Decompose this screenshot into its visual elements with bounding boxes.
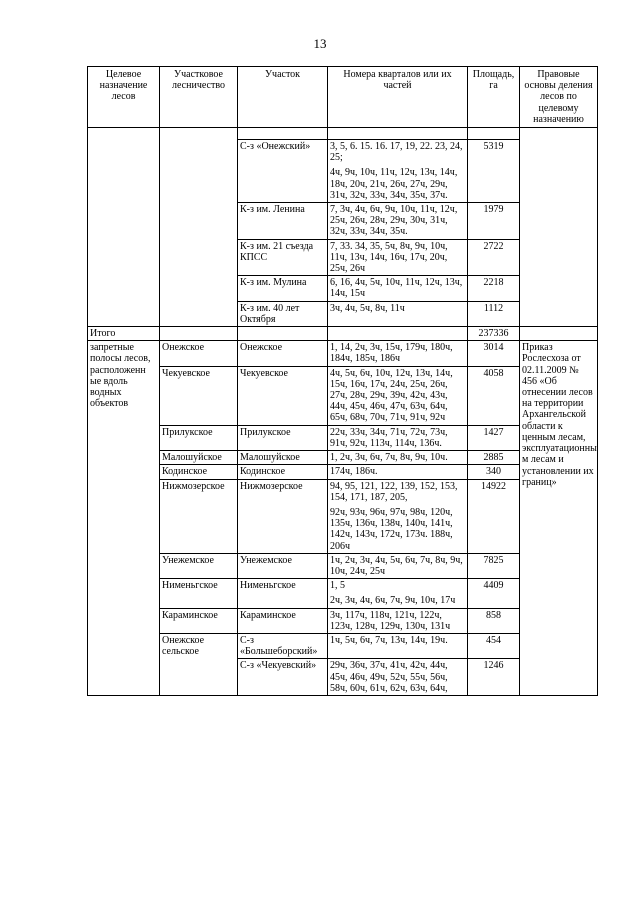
legal-cell-empty [520,128,598,327]
area-cell: 858 [468,608,520,633]
forestry-cell-empty [160,128,238,327]
total-row [88,327,598,341]
purpose-cell: запретные полосы лесов, расположенн ые вдоль водных объектов [88,341,160,696]
section-cell: К-з им. 40 лет Октября [238,301,328,326]
quarters-cell: 3ч, 117ч, 118ч, 121ч, 122ч, 123ч, 128ч, 129ч, 130ч, 131ч [328,608,468,633]
quarters-cell: 29ч, 36ч, 37ч, 41ч, 42ч, 44ч, 45ч, 46ч, 49ч, 52ч, 55ч, 56ч, 58ч, 60ч, 61ч, 62ч, 63ч, 64ч, [328,659,468,696]
section-cell: С-з «Чекуевский» [238,659,328,696]
forestry-cell: Нижмозерское [160,479,238,553]
quarters-cell: 1, 2ч, 3ч, 6ч, 7ч, 8ч, 9ч, 10ч. [328,451,468,465]
quarters-cell: 3ч, 4ч, 5ч, 8ч, 11ч [328,301,468,326]
area-cell: 2722 [468,239,520,276]
purpose-cell-empty [88,128,160,327]
forestry-cell: Прилукское [160,425,238,450]
forestry-cell: Чекуевское [160,366,238,425]
section-cell-empty [238,128,328,140]
area-cell-empty [468,128,520,140]
forestry-cell: Онежское [160,341,238,366]
quarters-cell: 174ч, 186ч. [328,465,468,479]
section-cell: Нименьгское [238,579,328,608]
quarters-cell: 3, 5, 6. 15. 16. 17, 19, 22. 23, 24, 25; 4ч, 9ч, 10ч, 11ч, 12ч, 13ч, 14ч, 18ч, 20ч, 21ч, 26ч, 27ч, 29ч, 31ч, 32ч, 33ч, 34ч, 35ч, 37ч. [328,140,468,203]
area-cell: 1979 [468,203,520,240]
total-label: Итого [88,327,160,341]
area-cell: 454 [468,633,520,658]
section-cell: Кодинское [238,465,328,479]
header-row [88,67,598,128]
area-cell: 7825 [468,553,520,578]
section-cell: К-з им. Мулина [238,276,328,301]
header-legal: Правовые основы деления лесов по целевому назначению [520,67,598,128]
forestry-cell: Нименьгское [160,579,238,608]
area-cell: 5319 [468,140,520,203]
quarters-cell: 1ч, 5ч, 6ч, 7ч, 13ч, 14ч, 19ч. [328,633,468,658]
quarters-cell: 1ч, 2ч, 3ч, 4ч, 5ч, 6ч, 7ч, 8ч, 9ч, 10ч, 24ч, 25ч [328,553,468,578]
area-cell: 2218 [468,276,520,301]
section-cell: Унежемское [238,553,328,578]
section-cell: К-з им. 21 съезда КПСС [238,239,328,276]
forestry-cell: Кодинское [160,465,238,479]
section-cell: Караминское [238,608,328,633]
section-cell: Чекуевское [238,366,328,425]
area-cell: 1112 [468,301,520,326]
header-purpose: Целевое назначение лесов [88,67,160,128]
quarters-cell: 7, 33. 34, 35, 5ч, 8ч, 9ч, 10ч, 11ч, 13ч, 14ч, 16ч, 17ч, 20ч, 25ч, 26ч [328,239,468,276]
section-cell: С-з «Большеборский» [238,633,328,658]
area-cell: 4058 [468,366,520,425]
section-cell: С-з «Онежский» [238,140,328,203]
area-cell: 3014 [468,341,520,366]
header-quarters: Номера кварталов или их частей [328,67,468,128]
area-cell: 340 [468,465,520,479]
page-number: 13 [313,36,327,51]
forestry-cell: Онежское сельское [160,633,238,695]
table-row [88,341,598,366]
section-cell: Нижмозерское [238,479,328,553]
quarters-cell: 6, 16, 4ч, 5ч, 10ч, 11ч, 12ч, 13ч, 14ч, 15ч [328,276,468,301]
header-area: Площадь, га [468,67,520,128]
quarters-cell-empty [328,128,468,140]
quarters-cell: 1, 14, 2ч, 3ч, 15ч, 179ч, 180ч, 184ч, 185ч, 186ч [328,341,468,366]
forestry-cell: Малошуйское [160,451,238,465]
area-cell: 4409 [468,579,520,608]
header-section: Участок [238,67,328,128]
forestry-cell: Караминское [160,608,238,633]
quarters-cell: 4ч, 5ч, 6ч, 10ч, 12ч, 13ч, 14ч, 15ч, 16ч, 17ч, 24ч, 25ч, 26ч, 27ч, 28ч, 29ч, 39ч, 42ч, 43ч, 44ч, 45ч, 46ч, 47ч, 63ч, 64ч, 65ч, 68ч, 70ч, 71ч, 91ч, 92ч [328,366,468,425]
table-row [88,128,598,140]
total-area: 237336 [468,327,520,341]
area-cell: 14922 [468,479,520,553]
legal-basis-cell: Приказ Рослесхоза от 02.11.2009 № 456 «Об отнесении лесов на территории Архангельской области к ценным лесам, эксплуатационны м лесам и установлении их границ» [520,341,598,696]
quarters-cell: 22ч, 33ч, 34ч, 71ч, 72ч, 73ч, 91ч, 92ч, 113ч, 114ч, 136ч. [328,425,468,450]
area-cell: 1246 [468,659,520,696]
section-cell: К-з им. Ленина [238,203,328,240]
area-cell: 2885 [468,451,520,465]
forestry-cell: Унежемское [160,553,238,578]
section-cell: Онежское [238,341,328,366]
quarters-cell: 7, 3ч, 4ч, 6ч, 9ч, 10ч, 11ч, 12ч, 25ч, 26ч, 28ч, 29ч, 30ч, 31ч, 32ч, 33ч, 34ч, 35ч. [328,203,468,240]
section-cell: Малошуйское [238,451,328,465]
header-forestry: Участковое лесничество [160,67,238,128]
quarters-cell: 94, 95, 121, 122, 139, 152, 153, 154, 171, 187, 205, 92ч, 93ч, 96ч, 97ч, 98ч, 120ч, 135ч, 136ч, 138ч, 140ч, 141ч, 142ч, 143ч, 172ч, 173ч. 188ч, 206ч [328,479,468,553]
quarters-cell: 1, 5 2ч, 3ч, 4ч, 6ч, 7ч, 9ч, 10ч, 17ч [328,579,468,608]
area-cell: 1427 [468,425,520,450]
forest-table [87,66,598,696]
section-cell: Прилукское [238,425,328,450]
